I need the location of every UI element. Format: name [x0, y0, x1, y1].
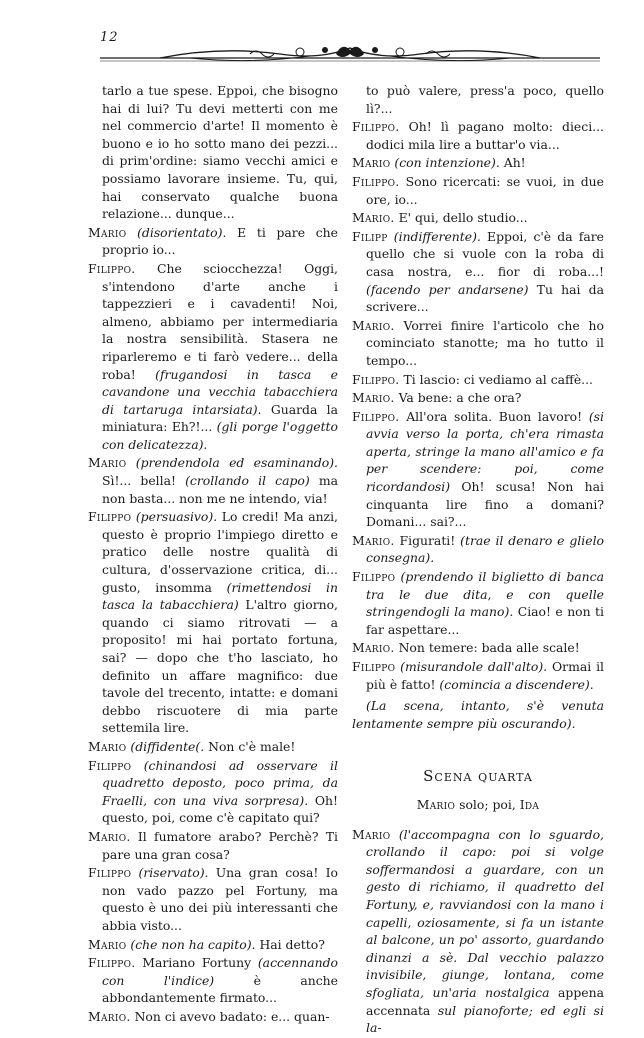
- stage-direction: (misurandole dall'alto).: [400, 659, 548, 674]
- stage-direction: (diffidente(.: [130, 738, 205, 754]
- dialogue-line: Filippo. All'ora solita. Buon lavoro! (si avvia verso la porta, ch'era rimasta aperta, stringe la mano all'amico e fa per scendere: poi, come ricordandosi) Oh! scusa! Non hai cinquanta lire fino a domani? Domani... sai?...: [352, 408, 604, 530]
- stage-direction: (prendendola ed esaminando).: [135, 455, 338, 471]
- speaker-name: Filipp: [352, 228, 388, 244]
- speaker-name: Filippo: [88, 865, 132, 881]
- speaker-name: Mario: [352, 155, 391, 171]
- speaker-name: Mario: [88, 455, 127, 471]
- dialogue-line: Mario. E' qui, dello studio...: [352, 210, 528, 226]
- page-number: 12: [100, 30, 119, 45]
- stage-direction: (l'accompagna con lo sguardo, crollando il capo: poi si volge soffermandosi a guardare, con un gesto di richiamo, il quadretto del Fortuny, e, ravviandosi con la mano i capelli, oziosamente, si fa un istante al balcone, un po' assorto, guardando dinanzi a sè. Dal vecchio palazzo invisibile, giunge, lontana, come sfogliata, un'aria nostalgica: [366, 826, 604, 1000]
- speaker-name: Mario: [352, 826, 391, 842]
- speaker-name: Filippo.: [352, 119, 400, 135]
- speaker-name: Filippo.: [352, 371, 400, 387]
- dialogue-line: Filipp (indifferente). Eppoi, c'è da fare quello che si vuole con la roba di casa nostra, e... fior di roba...! (facendo per andarsene) Tu hai da scrivere...: [352, 228, 604, 315]
- speaker-name: Mario.: [352, 532, 395, 548]
- stage-direction: (prendendo il biglietto di banca tra le due dita, e con quelle stringendogli la mano).: [366, 569, 604, 620]
- dialogue-line: Filippo (chinandosi ad osservare il quadretto deposto, poco prima, da Fraelli, con una viva sorpresa). Oh! questo, poi, come c'è capitato qui?: [88, 757, 338, 826]
- dialogue-line: Mario (disorientato). E ti pare che proprio io...: [88, 224, 338, 258]
- speaker-name: Mario.: [352, 390, 395, 406]
- dialogue-line: Filippo. Ti lascio: ci vediamo al caffè...: [352, 371, 593, 387]
- speaker-name: Mario.: [352, 640, 395, 656]
- dialogue-line: Filippo (persuasivo). Lo credi! Ma anzi, questo è proprio l'impiego diretto e pratico delle nostre qualità di cultura, d'osservazione critica, di... gusto, insomma (rimettendosi in tasca la tabacchiera) L'altro giorno, quando ci siamo ritrovati — a proposito! mi hai portato fortuna, sai? — dopo che t'ho lasciato, ho definito un affare magnifico: due tavole del trecento, intatte: e domani debbo riscuotere di mia parte settemila lire.: [88, 509, 338, 736]
- dialogue-line: Filippo (riservato). Una gran cosa! Io non vado pazzo pel Fortuny, ma questo è uno dei più interessanti che abbia visto...: [88, 865, 338, 933]
- dialogue-line: Filippo. Sono ricercati: se vuoi, in due ore, io...: [352, 173, 604, 207]
- scene-cast: Mario solo; poi, Ida: [416, 796, 540, 812]
- stage-direction: (comincia a discendere).: [439, 676, 594, 692]
- speaker-name: Filippo: [88, 757, 132, 773]
- speaker-name: Filippo.: [88, 260, 136, 276]
- speaker-name: Mario.: [88, 1008, 131, 1024]
- right-column: [352, 82, 604, 1038]
- stage-direction: (frugandosi in tasca e cavandone una vecchia tabacchiera di tartaruga intarsiata).: [102, 366, 338, 417]
- stage-direction: (gli porge l'oggetto con delicatezza).: [102, 419, 338, 452]
- dialogue-line: Filippo (misurandole dall'alto). Ormai il più è fatto! (comincia a discendere).: [352, 659, 604, 692]
- dialogue-line: Mario. Non ci avevo badato: e... quan-: [88, 1008, 330, 1024]
- dialogue-line: to può valere, press'a poco, quello lì?...: [366, 83, 604, 116]
- speaker-name: Filippo.: [88, 955, 136, 971]
- stage-direction: (La scena, intanto, s'è venuta lentamente sempre più oscurando).: [352, 698, 604, 731]
- dialogue-line: Mario (con intenzione). Ah!: [352, 155, 526, 171]
- dialogue-line: Mario. Il fumatore arabo? Perchè? Ti pare una gran cosa?: [88, 828, 338, 862]
- stage-direction: (chinandosi ad osservare il quadretto deposto, poco prima, da Fraelli, con una viva sorpresa).: [102, 757, 338, 808]
- dialogue-line: Mario. Non temere: bada alle scale!: [352, 640, 580, 656]
- stage-direction: (indifferente).: [393, 228, 481, 244]
- stage-direction: (facendo per andarsene): [366, 281, 529, 297]
- speaker-name: Filippo: [352, 569, 396, 585]
- speaker-name: Mario.: [352, 210, 395, 226]
- speaker-name: Mario: [88, 936, 127, 952]
- stage-direction: (crollando il capo): [185, 473, 310, 489]
- dialogue-line: Mario (prendendola ed esaminando). Sì!... bella! (crollando il capo) ma non basta... non me ne intendo, via!: [88, 455, 338, 506]
- header-ornament-icon: [100, 40, 600, 68]
- dialogue-line: Mario (l'accompagna con lo sguardo, crollando il capo: poi si volge soffermandosi a guardare, con un gesto di richiamo, il quadretto del Fortuny, e, ravviandosi con la mano i capelli, oziosamente, si fa un istante al balcone, un po' assorto, guardando dinanzi a sè. Dal vecchio palazzo invisibile, giunge, lontana, come sfogliata, un'aria nostalgica appena accennata sul pianoforte; ed egli si la-: [352, 826, 604, 1036]
- stage-direction: sul pianoforte; ed egli si la-: [366, 1002, 604, 1036]
- speaker-name: Mario: [88, 738, 127, 754]
- dialogue-line: Mario (che non ha capito). Hai detto?: [88, 936, 325, 952]
- dialogue-line: Mario. Va bene: a che ora?: [352, 390, 522, 406]
- dialogue-line: Filippo (prendendo il biglietto di banca tra le due dita, e con quelle stringendogli la mano). Ciao! e non ti far aspettare...: [352, 569, 604, 637]
- dialogue-line: Filippo. Che sciocchezza! Oggi, s'intendono d'arte anche i tappezzieri e i cavadenti! Noi, almeno, abbiamo per intermediaria la nostra sensibilità. Stasera ne riparleremo e ti farò vedere... della roba! (frugandosi in tasca e cavandone una vecchia tabacchiera di tartaruga intarsiata). Guarda la miniatura: Eh?!... (gli porge l'oggetto con delicatezza).: [88, 260, 339, 452]
- dialogue-line: Filippo. Oh! lì pagano molto: dieci... dodici mila lire a buttar'o via...: [352, 119, 604, 152]
- dialogue-line: Filippo. Mariano Fortuny (accennando con l'indice) è anche abbondantemente firmato...: [88, 955, 338, 1006]
- stage-direction: (si avvia verso la porta, ch'era rimasta aperta, stringe la mano all'amico e fa per scendere: poi, come ricordandosi): [366, 408, 604, 495]
- dialogue-line: Mario. Figurati! (trae il denaro e glielo consegna).: [352, 532, 604, 566]
- stage-direction: (che non ha capito).: [130, 936, 256, 952]
- speaker-name: Mario: [88, 224, 127, 240]
- speaker-name: Mario.: [88, 828, 131, 844]
- speaker-name: Filippo.: [352, 408, 400, 424]
- dialogue-line: tarlo a tue spese. Eppoi, che bisogno hai di lui? Tu devi metterti con me nel commercio d'arte! Il momento è buono e io ho sotto mano dei pezzi... di prim'ordine: siamo vecchi amici e possiamo lavorare insieme. Tu, qui, hai conservato qualche buona relazione... dunque...: [102, 83, 338, 222]
- cast-name: Mario: [416, 796, 456, 812]
- stage-direction: (persuasivo).: [135, 509, 218, 525]
- speaker-name: Filippo: [88, 509, 132, 525]
- stage-direction: (trae il denaro e glielo consegna).: [366, 532, 604, 566]
- scene-title: Scena quarta: [423, 767, 533, 786]
- stage-direction: (riservato).: [138, 865, 209, 881]
- stage-direction-paragraph: [352, 697, 604, 732]
- left-column: [88, 82, 338, 1026]
- stage-direction: (disorientato).: [137, 224, 227, 240]
- dialogue-line: Mario (diffidente(. Non c'è male!: [88, 738, 296, 754]
- cast-name: Ida: [519, 796, 540, 812]
- speaker-name: Filippo: [352, 659, 396, 674]
- stage-direction: (rimettendosi in tasca la tabacchiera): [102, 579, 338, 613]
- stage-direction: (con intenzione).: [394, 155, 500, 171]
- stage-direction: (accennando con l'indice): [102, 955, 338, 988]
- speaker-name: Mario.: [352, 317, 395, 333]
- dialogue-line: Mario. Vorrei finire l'articolo che ho cominciato stanotte; ma ho tutto il tempo...: [352, 317, 604, 368]
- speaker-name: Filippo.: [352, 173, 400, 189]
